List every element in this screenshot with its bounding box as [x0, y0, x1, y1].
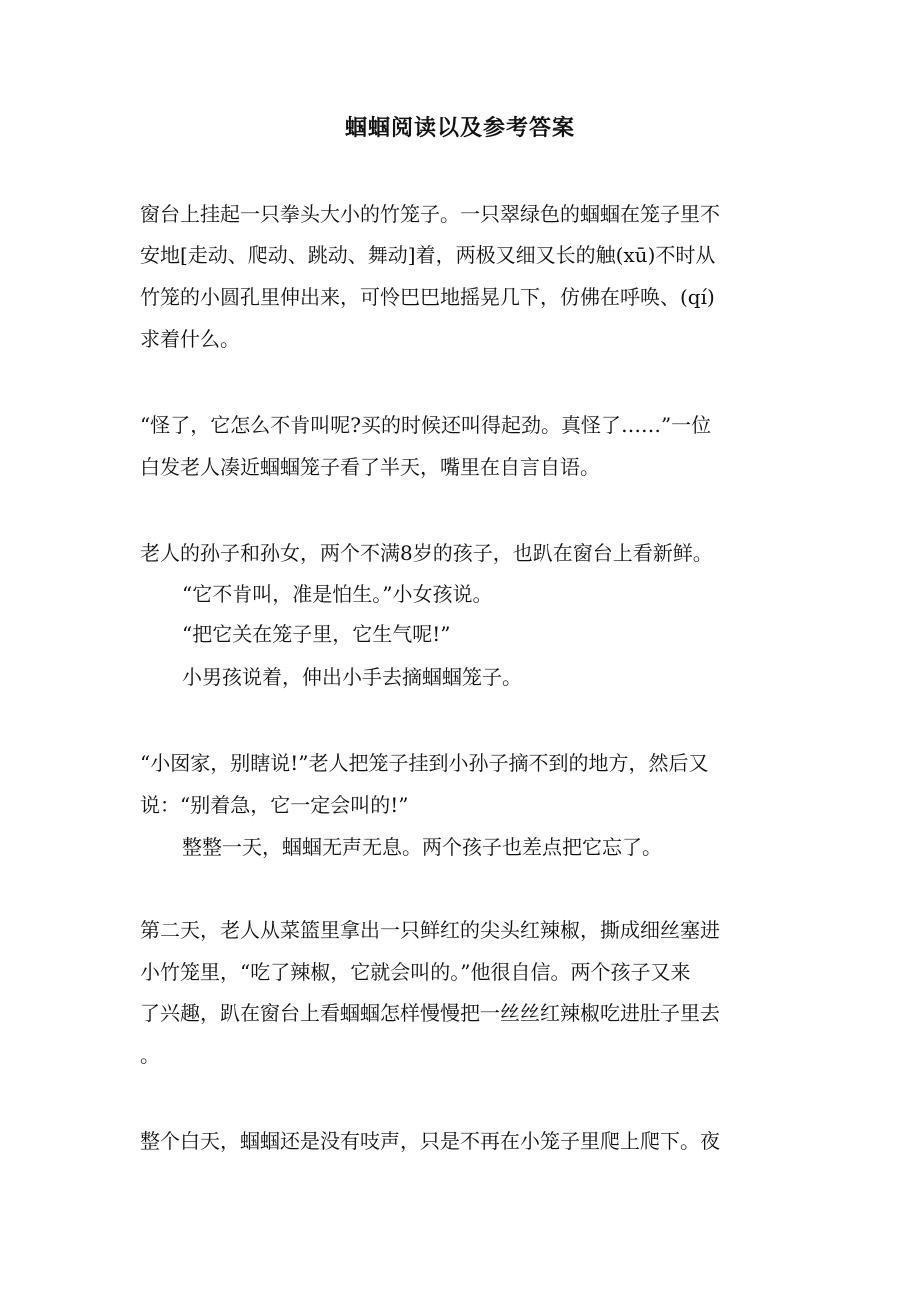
text-line: 窗台上挂起一只拳头大小的竹笼子。一只翠绿色的蝈蝈在笼子里不 [140, 202, 720, 226]
text-line: 白发老人凑近蝈蝈笼子看了半天，嘴里在自言自语。 [140, 455, 600, 479]
text-line: 小男孩说着，伸出小手去摘蝈蝈笼子。 [182, 665, 522, 689]
text-line: 小竹笼里，“吃了辣椒，它就会叫的。”他很自信。两个孩子又来 [140, 960, 691, 984]
text-line: 第二天，老人从菜篮里拿出一只鲜红的尖头红辣椒，撕成细丝塞进 [140, 918, 720, 942]
text-line: 整整一天，蝈蝈无声无息。两个孩子也差点把它忘了。 [182, 835, 662, 859]
document-title: 蝈蝈阅读以及参考答案 [344, 115, 575, 141]
text-line: 安地[走动、爬动、跳动、舞动]着，两极又细又长的触(xū)不时从 [140, 243, 716, 267]
text-line: 。 [140, 1043, 160, 1067]
text-line: 说：“别着急，它一定会叫的!” [140, 793, 409, 817]
text-line: 竹笼的小圆孔里伸出来，可怜巴巴地摇晃几下，仿佛在呼唤、(qí) [140, 285, 715, 309]
text-line: “怪了，它怎么不肯叫呢?买的时候还叫得起劲。真怪了……”一位 [140, 413, 712, 437]
text-line: “小囡家，别瞎说!”老人把笼子挂到小孙子摘不到的地方，然后又 [140, 751, 709, 775]
text-line: 了兴趣，趴在窗台上看蝈蝈怎样慢慢把一丝丝红辣椒吃进肚子里去 [140, 1001, 720, 1025]
text-line: “把它关在笼子里，它生气呢!” [182, 622, 451, 646]
text-line: “它不肯叫，准是怕生。”小女孩说。 [182, 582, 493, 606]
text-line: 整个白天，蝈蝈还是没有吱声，只是不再在小笼子里爬上爬下。夜 [140, 1129, 720, 1153]
text-line: 老人的孙子和孙女，两个不满8岁的孩子，也趴在窗台上看新鲜。 [140, 541, 713, 565]
text-line: 求着什么。 [140, 327, 240, 351]
